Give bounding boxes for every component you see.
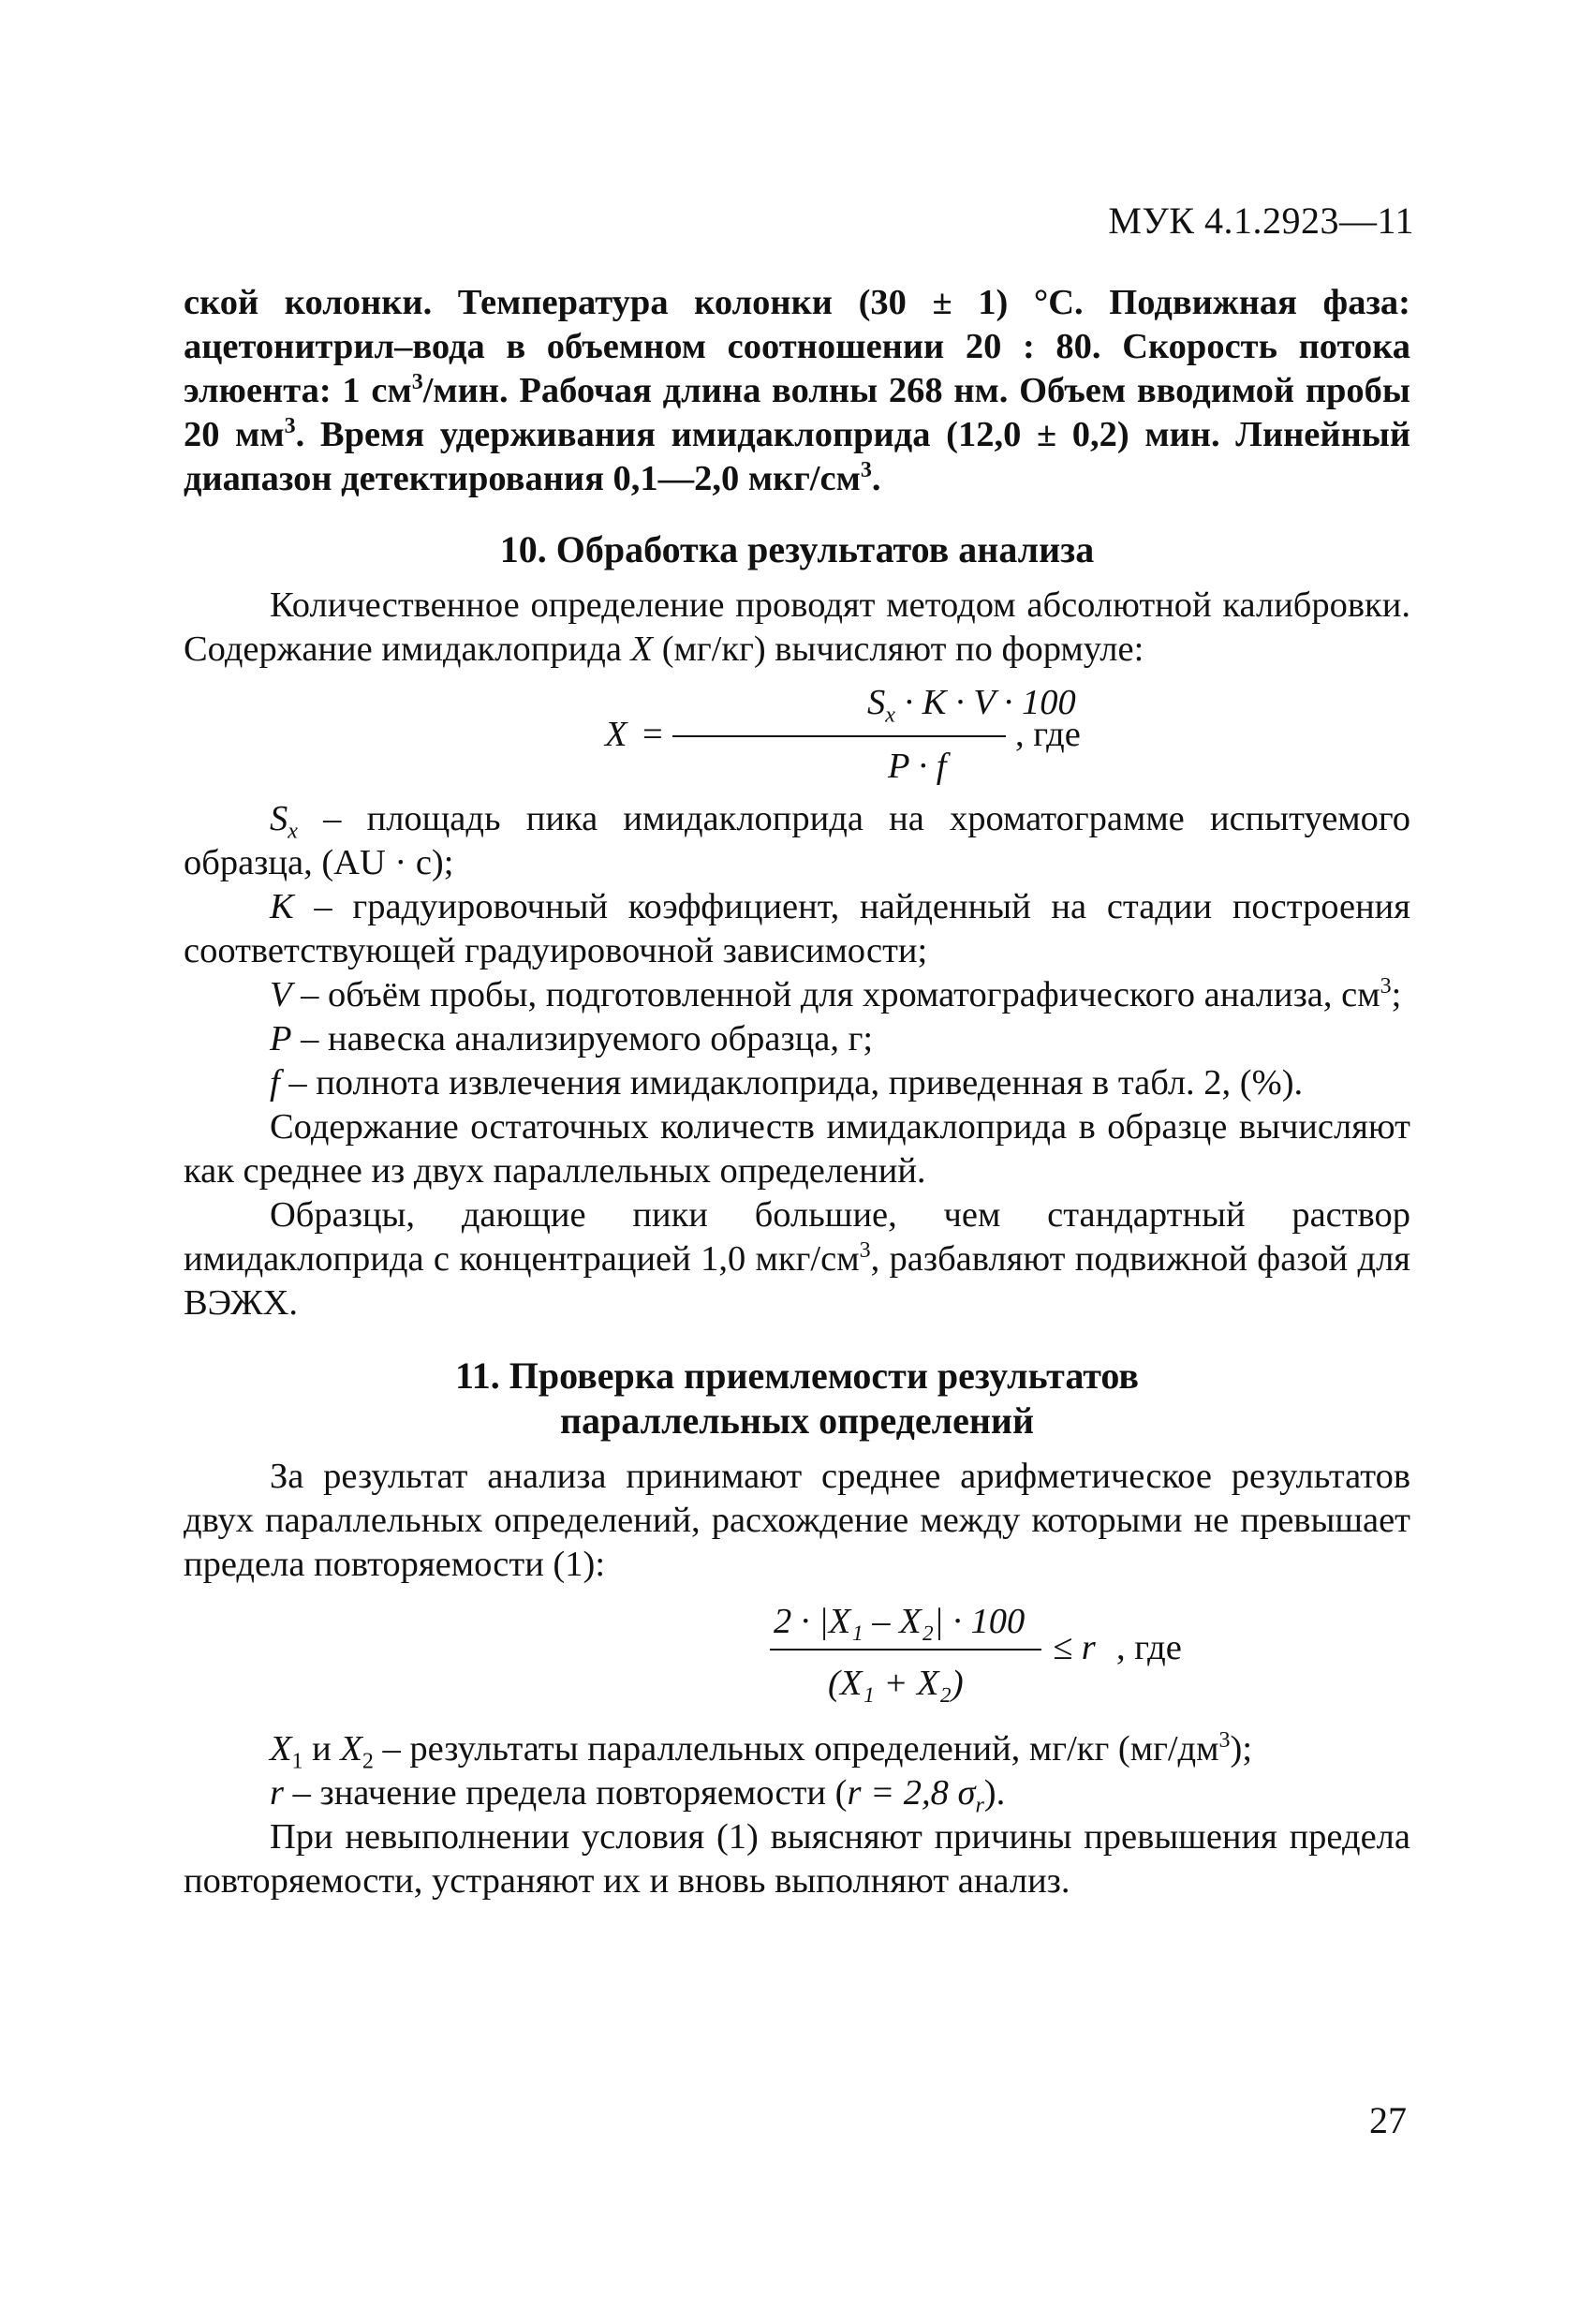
formula-relation: ≤ r: [1053, 1628, 1096, 1667]
section-10-title: 10. Обработка результатов анализа: [499, 528, 1095, 570]
intro-paragraph: ской колонки. Температура колонки (30 ± 1) °С. Подвижная фаза: ацетонитрил–вода в объемном соотношении 20 : 80. Скорость потока элюента: 1 $см^3$/мин. Рабочая длина волны 268 нм. Объем вводимой пробы 20 $мм^3$. Время удерживания имидаклоприда (12,0 ± 0,2) мин. Линейный диапазон детектирования 0,1—2,0 мкг/$см^3$.: [184, 283, 1411, 498]
formula-equals: =: [642, 715, 663, 754]
section-11-paragraph-2: При невыполнении условия (1) выясняют причины превышения предела повторяемости, устраняют их и вновь выполняют анализ.: [184, 1817, 1410, 1901]
legend-item: V – объём пробы, подготовленной для хроматографического анализа, $см^3$;: [270, 974, 1402, 1014]
section-11-title-line-1: 11. Проверка приемлемости результатов: [454, 1354, 1140, 1397]
formula-legend: [184, 797, 1410, 1105]
section-10-paragraph-2: Содержание остаточных количеств имидаклоприда в образце вычисляют как среднее из двух параллельных определений.: [184, 1107, 1410, 1191]
section-11-legend-1: $X_1$ и $X_2$ – результаты параллельных определений, мг/кг $(мг/дм^3)$;: [270, 1728, 1253, 1774]
formula-denominator: (X₁ + X₂): [828, 1664, 964, 1703]
formula-tail: , где: [1015, 715, 1081, 754]
legend-item: K – градуировочный коэффициент, найденный на стадии построения соответствующей градуировочной зависимости;: [184, 887, 1410, 970]
page-number: 27: [1369, 2099, 1407, 2141]
page-content: [184, 281, 1410, 1903]
formula-numerator: 2 · |X₁ – X₂| · 100: [774, 1602, 1026, 1641]
legend-item: f – полнота извлечения имидаклоприда, приведенная в табл. 2, (%).: [270, 1063, 1304, 1103]
formula-numerator: $S_x \cdot K \cdot V \cdot 100$: [867, 683, 1076, 728]
legend-item: $S_x$ – площадь пика имидаклоприда на хроматограмме испытуемого образца, (AU · с);: [184, 799, 1410, 882]
legend-item: P – навеска анализируемого образца, г;: [270, 1019, 874, 1058]
section-11-title-line-2: параллельных определений: [560, 1399, 1034, 1442]
formula-concentration: [586, 672, 1242, 797]
formula-denominator: P · f: [888, 747, 947, 786]
section-10-paragraph-3: Образцы, дающие пики большие, чем стандартный раствор имидаклоприда с концентрацией 1,0 мкг/$см^3$, разбавляют подвижной фазой для ВЭЖХ.: [184, 1195, 1410, 1323]
formula-lhs: X: [605, 715, 627, 754]
formula-fraction-bar: [672, 735, 1006, 737]
section-11-paragraph-1: За результат анализа принимают среднее арифметическое результатов двух параллельных определений, расхождение между которыми не превышает предела повторяемости (1):: [184, 1457, 1410, 1584]
formula-fraction-bar: [770, 1649, 1041, 1650]
section-10-paragraph-1: Количественное определение проводят методом абсолютной калибровки. Содержание имидаклоприда X (мг/кг) вычисляют по формуле:: [184, 585, 1410, 669]
section-11-legend-2: r – значение предела повторяемости (r = 2,8 $\sigma_r$).: [270, 1773, 1006, 1818]
formula-repeatability: [586, 1587, 1242, 1727]
document-code-header: МУК 4.1.2923—11: [1108, 200, 1414, 242]
formula-tail: , где: [1116, 1628, 1182, 1667]
